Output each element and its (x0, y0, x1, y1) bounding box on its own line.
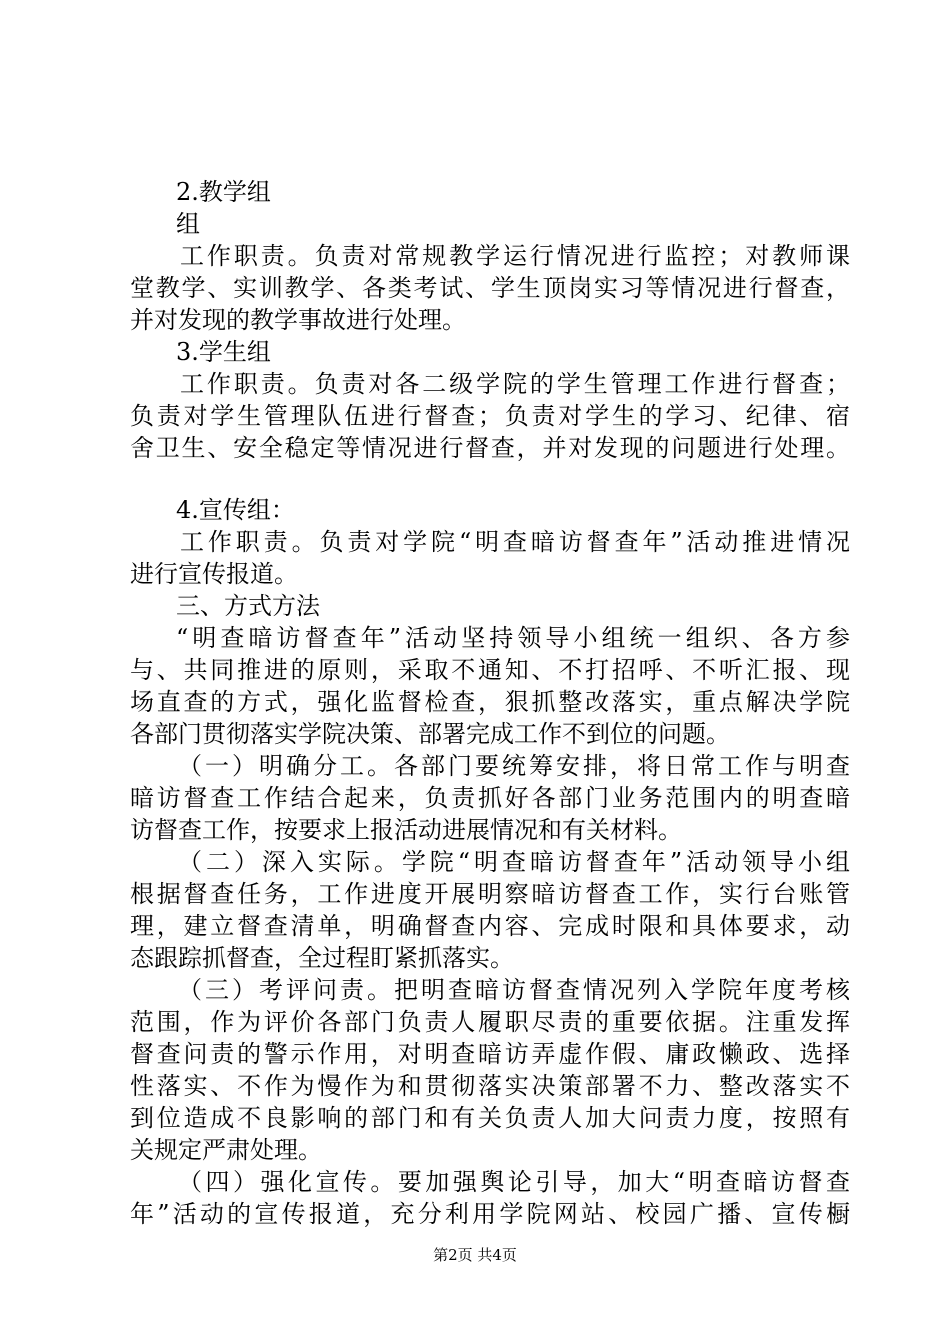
body-line: 堂教学、实训教学、各类考试、学生顶岗实习等情况进行督查， (130, 274, 850, 302)
body-line: “明查暗访督查年”活动坚持领导小组统一组织、各方参 (176, 624, 850, 652)
body-line: 督查问责的警示作用，对明查暗访弄虚作假、庸政懒政、选择 (130, 1040, 850, 1068)
body-line: 进行宣传报道。 (130, 560, 298, 588)
body-line: （三）考评问责。把明查暗访督查情况列入学院年度考核 (178, 976, 850, 1004)
body-line: 工作职责。负责对学院“明查暗访督查年”活动推进情况 (180, 528, 850, 556)
body-line: 工作职责。负责对常规教学运行情况进行监控；对教师课 (180, 242, 850, 270)
body-line: 态跟踪抓督查，全过程盯紧抓落实。 (130, 944, 514, 972)
body-line: 访督查工作，按要求上报活动进展情况和有关材料。 (130, 816, 682, 844)
body-line: （二）深入实际。学院“明查暗访督查年”活动领导小组 (178, 848, 850, 876)
body-line: 并对发现的教学事故进行处理。 (130, 306, 466, 334)
body-line: 负责对学生管理队伍进行督查；负责对学生的学习、纪律、宿 (130, 402, 850, 430)
body-line: （一）明确分工。各部门要统筹安排，将日常工作与明查 (178, 752, 850, 780)
body-line: 各部门贯彻落实学院决策、部署完成工作不到位的问题。 (130, 720, 730, 748)
body-line: 与、共同推进的原则，采取不通知、不打招呼、不听汇报、现 (130, 656, 850, 684)
body-line: 到位造成不良影响的部门和有关负责人加大问责力度，按照有 (130, 1104, 850, 1132)
heading-publicity-group: 4.宣传组： (176, 496, 295, 524)
body-line: 舍卫生、安全稳定等情况进行督查，并对发现的问题进行处理。 (130, 434, 850, 462)
section-heading-methods: 三、方式方法 (176, 592, 320, 620)
body-line: 根据督查任务，工作进度开展明察暗访督查工作，实行台账管 (130, 880, 850, 908)
body-line: 组 (176, 210, 200, 238)
body-line: 暗访督查工作结合起来，负责抓好各部门业务范围内的明查暗 (130, 784, 850, 812)
heading-student-group: 3.学生组 (176, 338, 271, 366)
body-line: 年”活动的宣传报道，充分利用学院网站、校园广播、宣传橱 (130, 1200, 850, 1228)
body-line: 场直查的方式，强化监督检查，狠抓整改落实，重点解决学院 (130, 688, 850, 716)
body-line: （四）强化宣传。要加强舆论引导，加大“明查暗访督查 (178, 1168, 850, 1196)
body-line: 关规定严肃处理。 (130, 1136, 322, 1164)
heading-teaching-group: 2.教学组 (176, 178, 271, 206)
body-line: 工作职责。负责对各二级学院的学生管理工作进行督查； (180, 370, 850, 398)
body-line: 范围，作为评价各部门负责人履职尽责的重要依据。注重发挥 (130, 1008, 850, 1036)
body-line: 理，建立督查清单，明确督查内容、完成时限和具体要求，动 (130, 912, 850, 940)
body-line: 性落实、不作为慢作为和贯彻落实决策部署不力、整改落实不 (130, 1072, 850, 1100)
page-number-footer: 第2页 共4页 (433, 1246, 517, 1264)
